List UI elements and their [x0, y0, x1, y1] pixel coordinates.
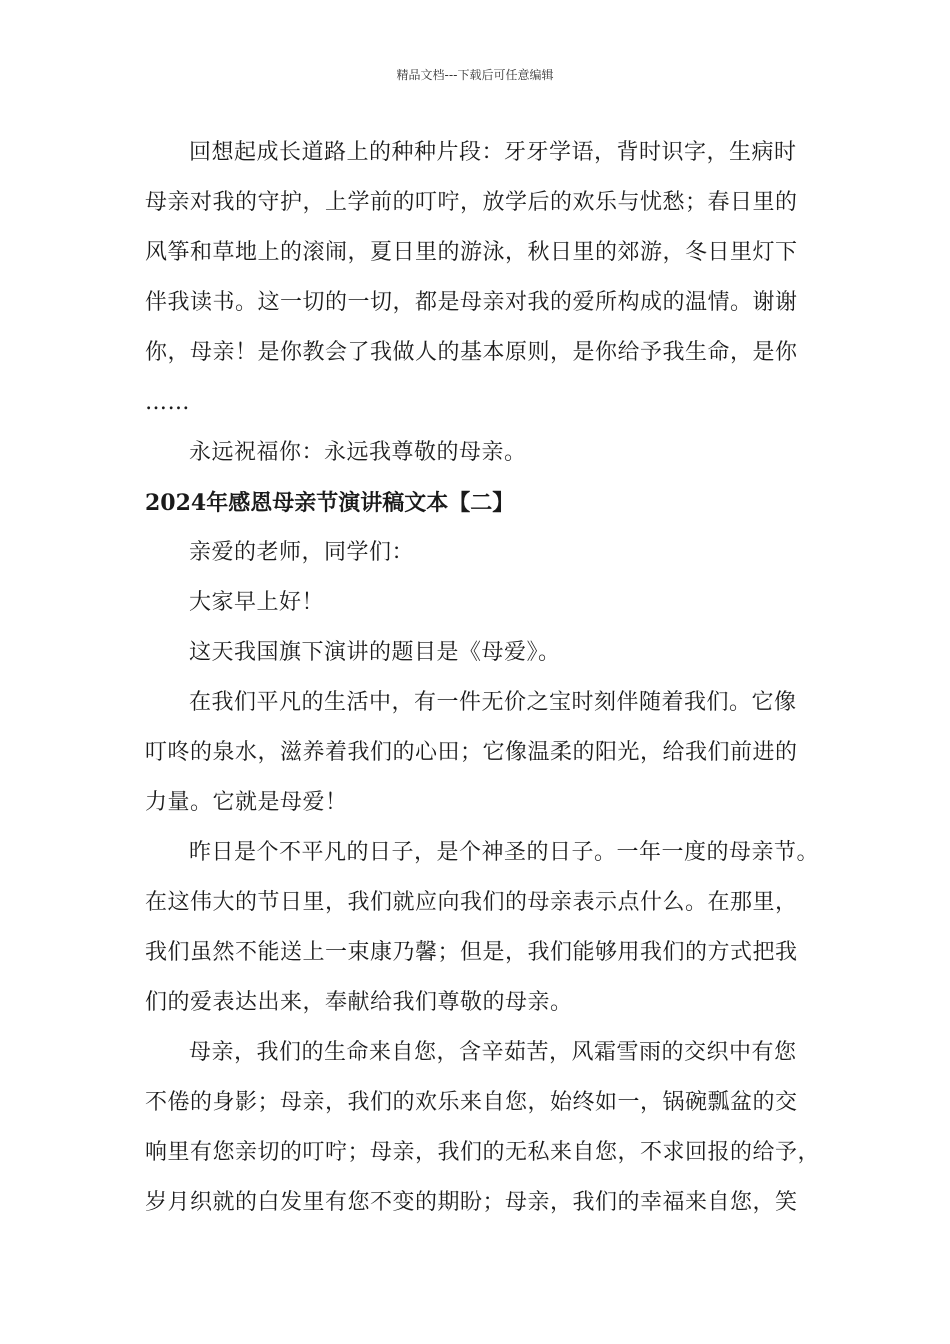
paragraph-line: 伴我读书。这一切的一切，都是母亲对我的爱所构成的温情。谢谢 [145, 290, 798, 315]
paragraph-line: 昨日是个不平凡的日子，是个神圣的日子。一年一度的母亲节。 [189, 840, 820, 865]
paragraph [145, 1028, 835, 1228]
paragraph-line: 亲爱的老师，同学们： [189, 540, 415, 565]
paragraph [145, 528, 835, 578]
paragraph [145, 428, 835, 478]
paragraph [145, 128, 835, 428]
paragraph-line: 你，母亲！是你教会了我做人的基本原则，是你给予我生命，是你 [145, 340, 798, 365]
paragraph-line: 回想起成长道路上的种种片段：牙牙学语，背时识字，生病时 [189, 140, 797, 165]
paragraph-line: …… [145, 390, 190, 415]
paragraph-line: 永远祝福你：永远我尊敬的母亲。 [189, 440, 527, 465]
paragraph-line: 在我们平凡的生活中，有一件无价之宝时刻伴随着我们。它像 [189, 690, 797, 715]
paragraph-line: 风筝和草地上的滚闹，夏日里的游泳，秋日里的郊游，冬日里灯下 [145, 240, 798, 265]
paragraph [145, 628, 835, 678]
paragraph-line: 响里有您亲切的叮咛；母亲，我们的无私来自您，不求回报的给予， [145, 1140, 821, 1165]
paragraph-line: 母亲，我们的生命来自您，含辛茹苦，风霜雪雨的交织中有您 [189, 1040, 797, 1065]
paragraph-line: 们的爱表达出来，奉献给我们尊敬的母亲。 [145, 990, 573, 1015]
paragraph-line: 叮咚的泉水，滋养着我们的心田；它像温柔的阳光，给我们前进的 [145, 740, 798, 765]
paragraph-line: 不倦的身影；母亲，我们的欢乐来自您，始终如一，锅碗瓢盆的交 [145, 1090, 798, 1115]
paragraph-line: 力量。它就是母爱！ [145, 790, 348, 815]
paragraph-line: 大家早上好！ [189, 590, 325, 615]
paragraph-group-2 [145, 528, 835, 1228]
paragraph-line: 岁月织就的白发里有您不变的期盼；母亲，我们的幸福来自您，笑 [145, 1190, 798, 1215]
paragraph-line: 在这伟大的节日里，我们就应向我们的母亲表示点什么。在那里， [145, 890, 798, 915]
paragraph [145, 678, 835, 828]
section-heading: 2024年感恩母亲节演讲稿文本【二】 [145, 490, 515, 516]
paragraph-line: 我们虽然不能送上一束康乃馨；但是，我们能够用我们的方式把我 [145, 940, 798, 965]
document-body [145, 128, 835, 1228]
paragraph [145, 828, 835, 1028]
paragraph [145, 578, 835, 628]
paragraph-group-1 [145, 128, 835, 478]
page-header: 精品文档---下载后可任意编辑 [396, 68, 554, 82]
paragraph-line: 母亲对我的守护，上学前的叮咛，放学后的欢乐与忧愁；春日里的 [145, 190, 798, 215]
paragraph-line: 这天我国旗下演讲的题目是《母爱》。 [189, 640, 561, 665]
